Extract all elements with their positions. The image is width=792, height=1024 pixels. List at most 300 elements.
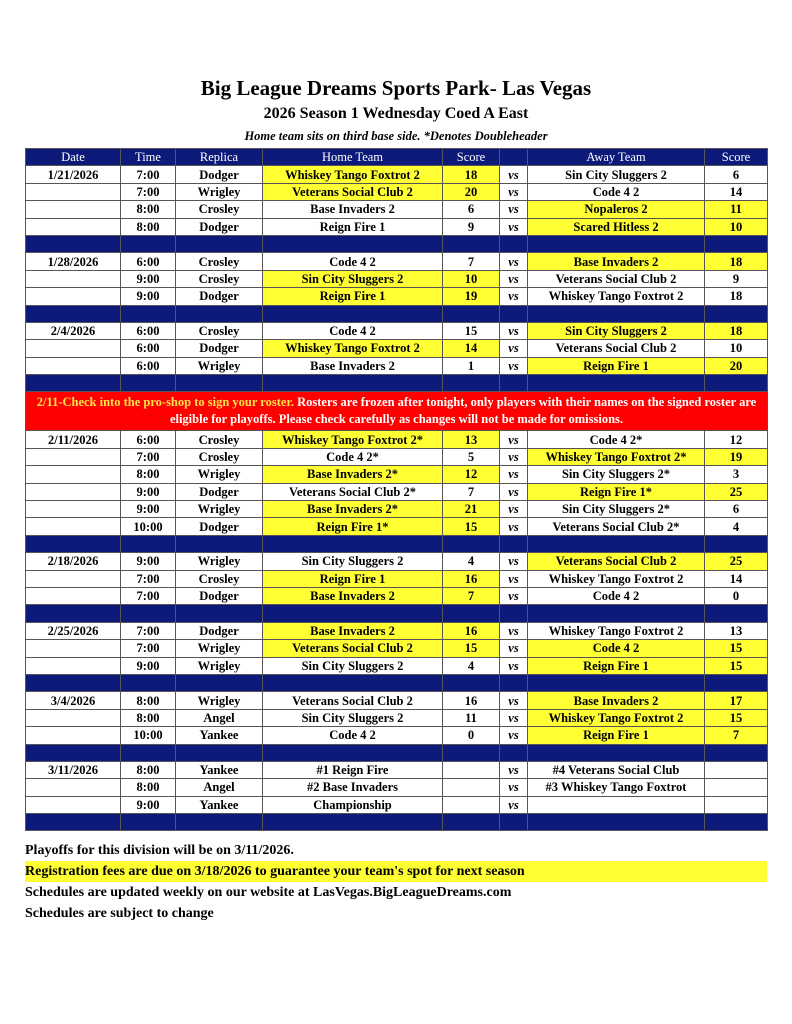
- cell-home-team: Whiskey Tango Foxtrot 2: [263, 340, 443, 357]
- separator-cell: [263, 674, 443, 691]
- cell-vs: vs: [500, 483, 528, 500]
- cell-away-team: Code 4 2: [528, 640, 705, 657]
- separator-cell: [705, 814, 768, 831]
- col-header-time: Time: [121, 149, 176, 166]
- cell-date: 1/21/2026: [26, 166, 121, 183]
- cell-date: [26, 518, 121, 535]
- table-row: [26, 340, 768, 357]
- cell-away-score: 7: [705, 727, 768, 744]
- cell-away-score: 25: [705, 483, 768, 500]
- cell-home-team: #2 Base Invaders: [263, 779, 443, 796]
- table-row: [26, 288, 768, 305]
- cell-date: [26, 340, 121, 357]
- separator-cell: [443, 235, 500, 252]
- cell-time: 6:00: [121, 340, 176, 357]
- cell-time: 9:00: [121, 796, 176, 813]
- cell-date: [26, 357, 121, 374]
- cell-time: 8:00: [121, 779, 176, 796]
- col-header-away-score: Score: [705, 149, 768, 166]
- cell-replica: Yankee: [176, 796, 263, 813]
- cell-replica: Crosley: [176, 253, 263, 270]
- cell-replica: Yankee: [176, 727, 263, 744]
- cell-away-team: Code 4 2: [528, 587, 705, 604]
- table-row: [26, 253, 768, 270]
- table-header-row: [26, 149, 768, 166]
- separator-cell: [263, 814, 443, 831]
- cell-vs: vs: [500, 779, 528, 796]
- cell-replica: Wrigley: [176, 501, 263, 518]
- separator-cell: [500, 605, 528, 622]
- cell-time: 8:00: [121, 218, 176, 235]
- cell-away-team: Sin City Sluggers 2*: [528, 501, 705, 518]
- table-row: [26, 218, 768, 235]
- cell-vs: vs: [500, 183, 528, 200]
- cell-home-team: Reign Fire 1: [263, 218, 443, 235]
- cell-home-score: 15: [443, 518, 500, 535]
- change-note: Schedules are subject to change: [25, 906, 214, 921]
- cell-home-team: Code 4 2: [263, 253, 443, 270]
- cell-replica: Crosley: [176, 201, 263, 218]
- separator-cell: [176, 814, 263, 831]
- cell-time: 7:00: [121, 587, 176, 604]
- table-row: [26, 657, 768, 674]
- cell-replica: Dodger: [176, 218, 263, 235]
- separator-cell: [705, 674, 768, 691]
- cell-replica: Wrigley: [176, 553, 263, 570]
- cell-home-score: 19: [443, 288, 500, 305]
- separator-cell: [26, 674, 121, 691]
- separator-cell: [528, 535, 705, 552]
- cell-time: 7:00: [121, 570, 176, 587]
- separator-cell: [443, 375, 500, 392]
- table-row: [26, 640, 768, 657]
- separator-cell: [500, 235, 528, 252]
- table-row: [26, 270, 768, 287]
- cell-time: 9:00: [121, 288, 176, 305]
- cell-away-team: Sin City Sluggers 2: [528, 166, 705, 183]
- cell-replica: Dodger: [176, 288, 263, 305]
- cell-time: 7:00: [121, 448, 176, 465]
- cell-home-team: Veterans Social Club 2: [263, 692, 443, 709]
- page-title: Big League Dreams Sports Park- Las Vegas: [200, 76, 592, 100]
- separator-cell: [443, 674, 500, 691]
- cell-vs: vs: [500, 553, 528, 570]
- cell-away-score: 3: [705, 466, 768, 483]
- separator-row: [26, 235, 768, 252]
- cell-away-score: 25: [705, 553, 768, 570]
- separator-cell: [263, 305, 443, 322]
- cell-home-team: Base Invaders 2: [263, 622, 443, 639]
- cell-vs: vs: [500, 692, 528, 709]
- cell-time: 8:00: [121, 709, 176, 726]
- cell-replica: Dodger: [176, 518, 263, 535]
- cell-away-score: 18: [705, 322, 768, 339]
- cell-away-score: 11: [705, 201, 768, 218]
- playoffs-note: Playoffs for this division will be on 3/11/2026.: [25, 843, 294, 858]
- cell-time: 7:00: [121, 622, 176, 639]
- cell-home-score: 6: [443, 201, 500, 218]
- cell-date: [26, 270, 121, 287]
- cell-home-score: 21: [443, 501, 500, 518]
- cell-replica: Crosley: [176, 322, 263, 339]
- cell-away-team: Veterans Social Club 2: [528, 553, 705, 570]
- col-header-away-team: Away Team: [528, 149, 705, 166]
- table-row: [26, 709, 768, 726]
- separator-cell: [705, 605, 768, 622]
- cell-time: 6:00: [121, 357, 176, 374]
- separator-row: [26, 305, 768, 322]
- cell-replica: Crosley: [176, 448, 263, 465]
- separator-cell: [176, 305, 263, 322]
- cell-replica: Wrigley: [176, 466, 263, 483]
- cell-away-team: Whiskey Tango Foxtrot 2: [528, 709, 705, 726]
- cell-away-score: 0: [705, 587, 768, 604]
- cell-away-score: 4: [705, 518, 768, 535]
- cell-away-score: 14: [705, 183, 768, 200]
- cell-home-score: 16: [443, 570, 500, 587]
- separator-cell: [705, 235, 768, 252]
- separator-row: [26, 814, 768, 831]
- cell-time: 6:00: [121, 253, 176, 270]
- cell-away-score: 12: [705, 431, 768, 448]
- cell-date: [26, 201, 121, 218]
- cell-vs: vs: [500, 166, 528, 183]
- cell-date: [26, 218, 121, 235]
- separator-cell: [26, 535, 121, 552]
- separator-cell: [121, 375, 176, 392]
- cell-date: [26, 727, 121, 744]
- cell-home-score: 7: [443, 587, 500, 604]
- separator-cell: [705, 744, 768, 761]
- cell-home-score: 12: [443, 466, 500, 483]
- cell-vs: vs: [500, 448, 528, 465]
- cell-time: 9:00: [121, 483, 176, 500]
- separator-row: [26, 535, 768, 552]
- cell-replica: Wrigley: [176, 692, 263, 709]
- separator-cell: [528, 605, 705, 622]
- cell-away-team: Nopaleros 2: [528, 201, 705, 218]
- separator-cell: [176, 744, 263, 761]
- separator-cell: [121, 235, 176, 252]
- table-row: [26, 183, 768, 200]
- cell-away-score: 6: [705, 166, 768, 183]
- separator-cell: [443, 605, 500, 622]
- cell-away-score: [705, 796, 768, 813]
- table-row: [26, 322, 768, 339]
- cell-replica: Dodger: [176, 483, 263, 500]
- cell-replica: Angel: [176, 709, 263, 726]
- cell-date: 2/18/2026: [26, 553, 121, 570]
- separator-cell: [500, 535, 528, 552]
- cell-date: [26, 779, 121, 796]
- cell-home-score: 14: [443, 340, 500, 357]
- cell-vs: vs: [500, 587, 528, 604]
- cell-home-team: Sin City Sluggers 2: [263, 709, 443, 726]
- separator-cell: [500, 674, 528, 691]
- cell-home-score: 11: [443, 709, 500, 726]
- cell-home-score: 10: [443, 270, 500, 287]
- website-note: Schedules are updated weekly on our website at LasVegas.BigLeagueDreams.com: [25, 885, 512, 900]
- cell-home-team: Sin City Sluggers 2: [263, 553, 443, 570]
- roster-notice-row: [26, 392, 768, 431]
- col-header-replica: Replica: [176, 149, 263, 166]
- table-row: [26, 483, 768, 500]
- cell-vs: vs: [500, 201, 528, 218]
- separator-cell: [263, 744, 443, 761]
- separator-row: [26, 375, 768, 392]
- cell-date: [26, 657, 121, 674]
- cell-replica: Wrigley: [176, 183, 263, 200]
- cell-date: 3/11/2026: [26, 761, 121, 778]
- cell-date: 2/4/2026: [26, 322, 121, 339]
- page-subtitle: 2026 Season 1 Wednesday Coed A East: [263, 105, 529, 122]
- cell-away-score: 15: [705, 709, 768, 726]
- separator-cell: [528, 235, 705, 252]
- cell-vs: vs: [500, 709, 528, 726]
- cell-vs: vs: [500, 518, 528, 535]
- table-row: [26, 501, 768, 518]
- cell-away-score: 15: [705, 657, 768, 674]
- cell-away-team: Whiskey Tango Foxtrot 2: [528, 570, 705, 587]
- cell-home-score: 7: [443, 483, 500, 500]
- separator-cell: [528, 814, 705, 831]
- cell-home-team: Code 4 2: [263, 322, 443, 339]
- separator-cell: [705, 535, 768, 552]
- cell-away-team: Code 4 2*: [528, 431, 705, 448]
- cell-time: 8:00: [121, 466, 176, 483]
- table-row: [26, 357, 768, 374]
- cell-home-team: Reign Fire 1: [263, 288, 443, 305]
- cell-vs: vs: [500, 322, 528, 339]
- cell-away-score: 17: [705, 692, 768, 709]
- separator-cell: [121, 814, 176, 831]
- separator-cell: [121, 674, 176, 691]
- cell-home-team: Base Invaders 2: [263, 357, 443, 374]
- cell-home-score: 18: [443, 166, 500, 183]
- col-header-vs: [500, 149, 528, 166]
- cell-date: [26, 466, 121, 483]
- separator-row: [26, 744, 768, 761]
- cell-vs: vs: [500, 357, 528, 374]
- cell-home-score: 4: [443, 553, 500, 570]
- table-row: [26, 431, 768, 448]
- cell-home-team: Code 4 2*: [263, 448, 443, 465]
- col-header-date: Date: [26, 149, 121, 166]
- cell-replica: Dodger: [176, 622, 263, 639]
- cell-home-score: 1: [443, 357, 500, 374]
- separator-cell: [500, 744, 528, 761]
- separator-cell: [500, 814, 528, 831]
- separator-row: [26, 605, 768, 622]
- cell-vs: vs: [500, 288, 528, 305]
- cell-vs: vs: [500, 622, 528, 639]
- footer: [25, 840, 767, 924]
- cell-home-score: 16: [443, 622, 500, 639]
- cell-time: 9:00: [121, 501, 176, 518]
- cell-away-score: 19: [705, 448, 768, 465]
- cell-time: 8:00: [121, 692, 176, 709]
- table-row: [26, 692, 768, 709]
- cell-home-team: Sin City Sluggers 2: [263, 270, 443, 287]
- separator-cell: [121, 744, 176, 761]
- cell-away-score: 14: [705, 570, 768, 587]
- cell-away-score: 15: [705, 640, 768, 657]
- cell-away-score: [705, 779, 768, 796]
- cell-home-score: 15: [443, 322, 500, 339]
- separator-cell: [26, 814, 121, 831]
- cell-away-team: Code 4 2: [528, 183, 705, 200]
- cell-home-score: 13: [443, 431, 500, 448]
- cell-away-team: Reign Fire 1: [528, 357, 705, 374]
- cell-home-team: Championship: [263, 796, 443, 813]
- cell-home-team: Code 4 2: [263, 727, 443, 744]
- separator-cell: [528, 744, 705, 761]
- cell-home-team: Whiskey Tango Foxtrot 2: [263, 166, 443, 183]
- separator-cell: [121, 305, 176, 322]
- table-row: [26, 622, 768, 639]
- separator-cell: [121, 605, 176, 622]
- cell-home-team: Veterans Social Club 2: [263, 183, 443, 200]
- cell-home-team: Reign Fire 1: [263, 570, 443, 587]
- separator-cell: [176, 535, 263, 552]
- cell-away-team: Reign Fire 1: [528, 657, 705, 674]
- table-row: [26, 587, 768, 604]
- cell-date: 2/25/2026: [26, 622, 121, 639]
- cell-vs: vs: [500, 466, 528, 483]
- cell-vs: vs: [500, 796, 528, 813]
- cell-away-team: Scared Hitless 2: [528, 218, 705, 235]
- separator-cell: [443, 744, 500, 761]
- separator-cell: [176, 375, 263, 392]
- cell-time: 6:00: [121, 431, 176, 448]
- schedule-table: [25, 148, 768, 831]
- cell-away-team: Sin City Sluggers 2*: [528, 466, 705, 483]
- cell-time: 9:00: [121, 553, 176, 570]
- cell-away-team: Sin City Sluggers 2: [528, 322, 705, 339]
- cell-replica: Crosley: [176, 270, 263, 287]
- cell-home-score: 20: [443, 183, 500, 200]
- cell-time: 9:00: [121, 657, 176, 674]
- cell-home-score: 7: [443, 253, 500, 270]
- table-row: [26, 796, 768, 813]
- cell-home-score: [443, 761, 500, 778]
- cell-home-score: 0: [443, 727, 500, 744]
- separator-cell: [500, 375, 528, 392]
- cell-date: [26, 587, 121, 604]
- cell-away-score: 6: [705, 501, 768, 518]
- cell-away-score: 18: [705, 253, 768, 270]
- cell-home-team: Sin City Sluggers 2: [263, 657, 443, 674]
- cell-away-team: Base Invaders 2: [528, 692, 705, 709]
- cell-date: [26, 288, 121, 305]
- col-header-home-team: Home Team: [263, 149, 443, 166]
- schedule-table-container: [25, 148, 767, 831]
- cell-date: [26, 483, 121, 500]
- separator-cell: [263, 605, 443, 622]
- cell-date: [26, 501, 121, 518]
- cell-vs: vs: [500, 727, 528, 744]
- table-row: [26, 518, 768, 535]
- cell-away-score: 10: [705, 340, 768, 357]
- roster-notice-text: Rosters are frozen after tonight, only players with their names on the signed roster are eligible for playoffs. Please check carefully as changes will not be made for omissions.: [169, 395, 757, 427]
- table-row: [26, 779, 768, 796]
- cell-vs: vs: [500, 218, 528, 235]
- cell-home-team: Base Invaders 2*: [263, 501, 443, 518]
- separator-cell: [26, 744, 121, 761]
- cell-vs: vs: [500, 640, 528, 657]
- cell-time: 6:00: [121, 322, 176, 339]
- separator-cell: [176, 235, 263, 252]
- cell-home-score: 4: [443, 657, 500, 674]
- cell-away-score: 9: [705, 270, 768, 287]
- cell-home-team: Veterans Social Club 2*: [263, 483, 443, 500]
- cell-replica: Yankee: [176, 761, 263, 778]
- table-row: [26, 761, 768, 778]
- cell-date: 3/4/2026: [26, 692, 121, 709]
- cell-away-team: Veterans Social Club 2*: [528, 518, 705, 535]
- cell-time: 7:00: [121, 166, 176, 183]
- cell-vs: vs: [500, 570, 528, 587]
- separator-cell: [528, 375, 705, 392]
- cell-date: 1/28/2026: [26, 253, 121, 270]
- cell-date: 2/11/2026: [26, 431, 121, 448]
- cell-replica: Wrigley: [176, 357, 263, 374]
- cell-home-team: Whiskey Tango Foxtrot 2*: [263, 431, 443, 448]
- cell-date: [26, 640, 121, 657]
- cell-home-score: [443, 779, 500, 796]
- cell-vs: vs: [500, 431, 528, 448]
- cell-time: 8:00: [121, 761, 176, 778]
- cell-home-team: Base Invaders 2*: [263, 466, 443, 483]
- schedule-note: Home team sits on third base side. *Denotes Doubleheader: [244, 129, 548, 143]
- cell-away-team: [528, 796, 705, 813]
- cell-vs: vs: [500, 340, 528, 357]
- table-row: [26, 166, 768, 183]
- table-row: [26, 448, 768, 465]
- cell-time: 8:00: [121, 201, 176, 218]
- cell-away-team: Veterans Social Club 2: [528, 270, 705, 287]
- cell-time: 9:00: [121, 270, 176, 287]
- cell-time: 10:00: [121, 518, 176, 535]
- cell-vs: vs: [500, 270, 528, 287]
- cell-home-score: [443, 796, 500, 813]
- cell-replica: Crosley: [176, 570, 263, 587]
- cell-time: 7:00: [121, 640, 176, 657]
- cell-time: 7:00: [121, 183, 176, 200]
- cell-date: [26, 796, 121, 813]
- cell-replica: Wrigley: [176, 640, 263, 657]
- cell-replica: Crosley: [176, 431, 263, 448]
- cell-vs: vs: [500, 657, 528, 674]
- cell-away-team: Reign Fire 1*: [528, 483, 705, 500]
- separator-cell: [26, 375, 121, 392]
- cell-away-score: 10: [705, 218, 768, 235]
- separator-row: [26, 674, 768, 691]
- separator-cell: [121, 535, 176, 552]
- cell-home-team: #1 Reign Fire: [263, 761, 443, 778]
- schedule-body: [26, 166, 768, 831]
- cell-vs: vs: [500, 253, 528, 270]
- cell-home-score: 15: [443, 640, 500, 657]
- separator-cell: [500, 305, 528, 322]
- cell-home-team: Base Invaders 2: [263, 201, 443, 218]
- separator-cell: [443, 305, 500, 322]
- cell-home-team: Reign Fire 1*: [263, 518, 443, 535]
- cell-replica: Angel: [176, 779, 263, 796]
- cell-home-score: 5: [443, 448, 500, 465]
- separator-cell: [528, 305, 705, 322]
- separator-cell: [176, 605, 263, 622]
